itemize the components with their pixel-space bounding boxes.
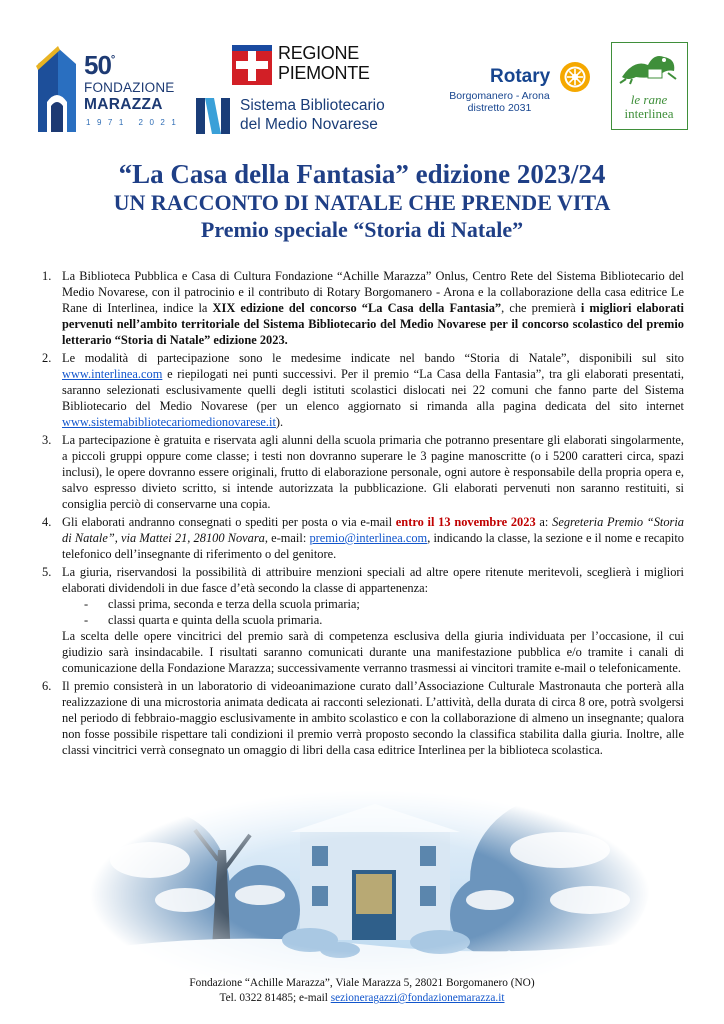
item-text: , indicando la classe, la sezione e il nome e recapito telefonico dell’insegnante di riferimento o del genitore. bbox=[62, 531, 685, 561]
rane-label bbox=[612, 93, 686, 121]
item-number: 5. bbox=[42, 565, 52, 579]
piemonte-shield-icon bbox=[232, 45, 272, 85]
rotary-line1: Borgomanero - Arona bbox=[449, 90, 550, 102]
rotary-wheel-icon bbox=[558, 60, 592, 94]
dash-bullet-icon: - bbox=[84, 613, 89, 627]
le-rane-interlinea-logo bbox=[611, 42, 688, 130]
footer-email-link[interactable]: sezioneragazzi@fondazionemarazza.it bbox=[330, 992, 505, 1004]
item-number: 6. bbox=[42, 679, 52, 693]
regione-line2: PIEMONTE bbox=[278, 63, 370, 83]
prize-title: Premio speciale “Storia di Natale” bbox=[200, 217, 524, 242]
sistema-n-icon bbox=[194, 96, 232, 136]
list-item bbox=[40, 678, 684, 758]
age-group-label: classi prima, seconda e terza della scuola primaria; bbox=[108, 597, 360, 611]
item-text: Il premio consisterà in un laboratorio di videoanimazione curato dall’Associazione Culturale Mastronauta che porterà alla realizzazione di una microstoria animata dedicata ai racconti selezionati. L’attività, della durata di circa 8 ore, potrà svolgersi nel periodo di febbraio-maggio esclusivamente in ambito scolastico e con la collaborazione di almeno un insegnante; qualora non fosse possibile rispettare tali condizioni il premio verrà proposto secondo la classifica stabilita dalla giuria. Inoltre, alle classi vincitrici verrà consegnato un omaggio di libri della casa editrice Interlinea per la biblioteca scolastica. bbox=[62, 679, 684, 757]
rane-line1: le rane bbox=[630, 92, 668, 107]
sistema-line2: del Medio Novarese bbox=[240, 116, 378, 133]
sistema-line1: Sistema Bibliotecario bbox=[240, 97, 385, 114]
item-text: La partecipazione è gratuita e riservata agli alunni della scuola primaria che potranno presentare gli elaborati singolarmente, a piccoli gruppi oppure come classe; i testi non dovranno superare le 3 pagine manoscritte (o i 5200 caratteri circa, spazi inclusi), le opere dovranno essere originali, frutto di elaborazione personale, ogni autore è responsabile della propria opera e, salvo espresso divieto scritto, si intende autorizzata la pubblicazione. Gli elaborati pervenuti non saranno restituiti, si consiglia perciò di conservarne una copia. bbox=[62, 433, 684, 511]
page-subtitle: UN RACCONTO DI NATALE CHE PRENDE VITA bbox=[113, 190, 611, 215]
regione-piemonte-logo bbox=[232, 43, 382, 87]
item-text: La scelta delle opere vincitrici del premio sarà di competenza esclusiva della giuria individuata per l’occasione, il cui giudizio sarà insindacabile. I risultati saranno comunicati durante una manifestazione pubblica e/o tramite i canali di comunicazione della Fondazione Marazza; successivamente verranno trasmessi ai vincitori tramite e-mail o telefonicamente. bbox=[62, 629, 684, 675]
item-text: ). bbox=[275, 415, 284, 429]
item-text: e riepilogati nei punti successivi. Per il premio “La Casa della Fantasia”, tra gli elaborati presentati, saranno selezionati esclusivamente quelli degli istituti scolastici dislocati nei 22 comuni che fanno parte del Sistema Bibliotecario del Medio Novarese (per un elenco aggiornato si rimanda alla pagina dedicata del sito internet bbox=[62, 367, 684, 413]
contest-scope-text: i migliori elaborati pervenuti nell’ambito territoriale del Sistema Bibliotecario del Medio Novarese per il concorso scolastico del premio letterario “Storia di Natale” edizione 2023. bbox=[62, 301, 685, 347]
snowy-villa-image bbox=[90, 790, 650, 980]
frog-reading-icon bbox=[618, 49, 680, 85]
item-text: Gli elaborati andranno consegnati o spediti per posta o via e-mail bbox=[62, 515, 396, 529]
item-number: 3. bbox=[42, 433, 52, 447]
regione-label bbox=[278, 43, 370, 83]
rotary-subtitle bbox=[432, 90, 567, 114]
item-text: a: bbox=[535, 515, 553, 529]
footer bbox=[0, 976, 724, 1006]
title-block bbox=[0, 158, 724, 244]
anniversary-number: 50° bbox=[84, 50, 115, 80]
list-item bbox=[40, 350, 684, 430]
age-group-item bbox=[62, 612, 684, 628]
page-title: “La Casa della Fantasia” edizione 2023/24 bbox=[118, 159, 606, 189]
item-text: La Biblioteca Pubblica e Casa di Cultura Fondazione “Achille Marazza” Onlus, Centro Rete del Sistema Bibliotecario del Medio Novarese, con il patrocinio e il contributo di Rotary Borgomanero - Arona e la collaborazione della casa editrice Le Rane di Interlinea, indice la bbox=[62, 269, 684, 315]
list-item bbox=[40, 564, 684, 676]
sistema-bibliotecario-logo bbox=[194, 94, 404, 140]
age-group-item bbox=[62, 596, 684, 612]
sistema-label bbox=[240, 96, 385, 134]
item-number: 2. bbox=[42, 351, 52, 365]
item-text: Le modalità di partecipazione sono le medesime indicate nel bando “Storia di Natale”, disponibili sul sito bbox=[62, 351, 684, 365]
regulation-list bbox=[40, 268, 684, 760]
footer-phone: Tel. 0322 81485; e-mail bbox=[219, 992, 331, 1004]
item-text: , che premierà bbox=[501, 301, 581, 315]
sistema-bibliotecario-link[interactable]: www.sistemabibliotecariomedionovarese.it bbox=[62, 415, 276, 429]
item-text: , e-mail: bbox=[264, 531, 310, 545]
rotary-logo bbox=[432, 60, 602, 120]
premio-email-link[interactable]: premio@interlinea.com bbox=[309, 531, 428, 545]
fondazione-marazza-logo bbox=[36, 44, 196, 140]
rane-line2: interlinea bbox=[624, 106, 674, 121]
rotary-wordmark: Rotary bbox=[490, 66, 551, 87]
interlinea-link[interactable]: www.interlinea.com bbox=[62, 367, 163, 381]
submission-address: Segreteria Premio “Storia di Natale”, via Mattei 21, 28100 Novara bbox=[62, 515, 684, 545]
item-number: 1. bbox=[42, 269, 52, 283]
marazza-years-label: 1971 2021 bbox=[86, 118, 183, 127]
regione-line1: REGIONE bbox=[278, 43, 359, 63]
footer-address: Fondazione “Achille Marazza”, Viale Marazza 5, 28021 Borgomanero (NO) bbox=[189, 977, 535, 989]
marazza-name-label: MARAZZA bbox=[84, 96, 163, 113]
logo-bar bbox=[0, 0, 724, 150]
marazza-fondazione-label: FONDAZIONE bbox=[84, 80, 175, 95]
marazza-building-icon bbox=[36, 44, 78, 136]
list-item bbox=[40, 268, 684, 348]
list-item bbox=[40, 432, 684, 512]
deadline-text: entro il 13 novembre 2023 bbox=[395, 515, 536, 529]
rotary-line2: distretto 2031 bbox=[467, 102, 532, 114]
age-group-list bbox=[62, 596, 684, 628]
dash-bullet-icon: - bbox=[84, 597, 89, 611]
list-item bbox=[40, 514, 684, 562]
age-group-label: classi quarta e quinta della scuola primaria. bbox=[108, 613, 323, 627]
footer-contact bbox=[0, 991, 724, 1006]
item-text: La giuria, riservandosi la possibilità di attribuire menzioni speciali ad altre opere ritenute meritevoli, sceglierà i migliori elaborati dividendoli in due fasce d’età secondo la classe di appartenenza: bbox=[62, 565, 684, 595]
contest-edition-text: XIX edizione del concorso “La Casa della Fantasia” bbox=[212, 301, 502, 315]
item-number: 4. bbox=[42, 515, 52, 529]
